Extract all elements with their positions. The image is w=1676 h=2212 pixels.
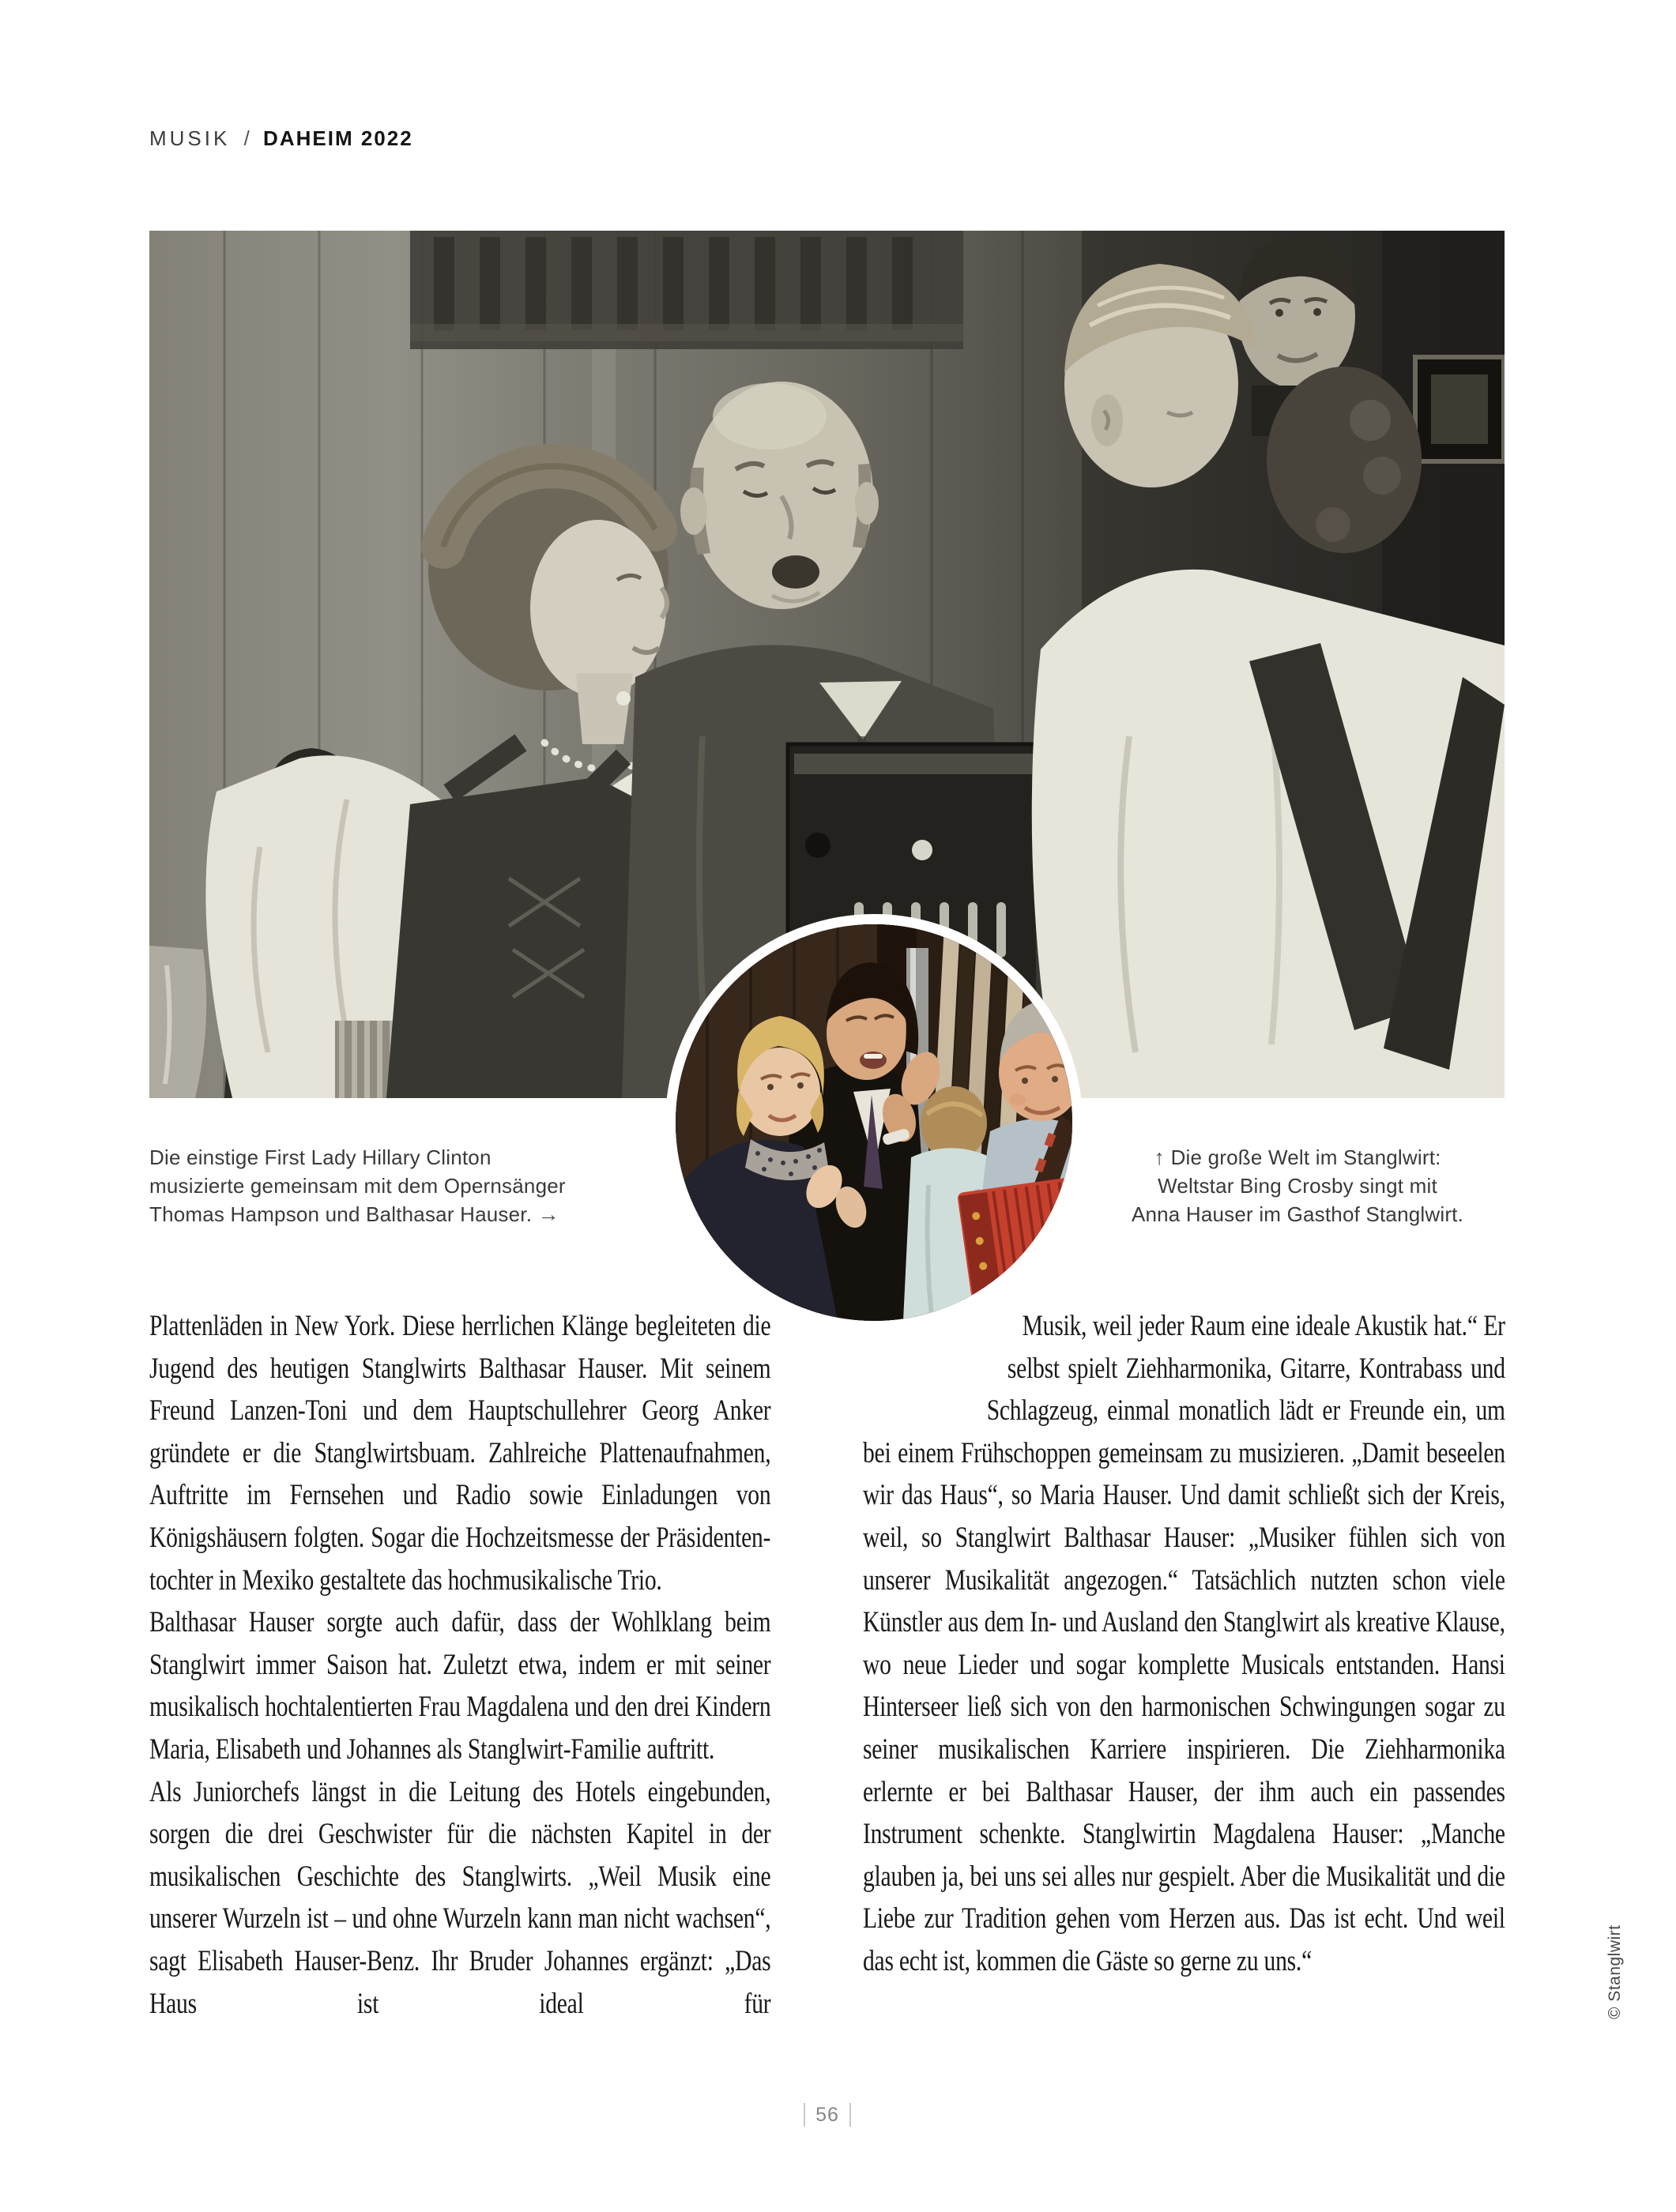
glass-icon	[149, 946, 206, 1098]
page-number-rule	[804, 2103, 805, 2127]
caption-left-line	[149, 1200, 639, 1228]
right-arrow-icon: →	[537, 1202, 559, 1226]
caption-right-line-text: Die große Welt im Stanglwirt:	[1170, 1146, 1441, 1169]
caption-right	[1084, 1143, 1511, 1228]
caption-right-line: Anna Hauser im Gasthof Stanglwirt.	[1131, 1202, 1464, 1226]
caption-left-line: Die einstige First Lady Hillary Clinton	[149, 1146, 492, 1169]
red-accordion-icon	[957, 1173, 1072, 1321]
photo-credit: © Stanglwirt	[1606, 1924, 1624, 2019]
caption-left-line-text: Thomas Hampson und Balthasar Hauser.	[149, 1202, 533, 1226]
body-paragraph: Balthasar Hauser sorgte auch dafür, dass der Wohlklang beim Stanglwirt immer Saison hat. Zuletzt etwa, indem er mit seiner musikalisch hochtalentierten Frau Magdalena und den drei Kindern Maria, Elisabeth und Johannes als Stanglwirt-Familie auftritt.	[149, 1606, 771, 1766]
issue-label: DAHEIM 2022	[263, 126, 413, 150]
up-arrow-icon: ↑	[1154, 1146, 1166, 1169]
circle-wrap-spacer	[863, 1305, 1023, 1390]
body-paragraph: Musik, weil jeder Raum eine ideale Akustik hat.“ Er selbst spielt Ziehharmonika, Gitarre, Kontrabass und Schlagzeug, einmal monatlich lädt er Freunde ein, um bei einem Frühschoppen gemeinsam zu musizieren. „Damit beseelen wir das Haus“, so Maria Hauser. Und damit schließt sich der Kreis, weil, so Stanglwirt Balthasar Hauser: „Musiker fühlen sich von unserer Musikalität angezogen.“ Tatsächlich nutzten schon viele Künstler aus dem In- und Ausland den Stanglwirt als kreative Klause, wo neue Lieder und sogar komplette Musicals entstanden. Hansi Hinterseer ließ sich von den harmonischen Schwingungen sogar zu seiner musikalischen Karriere inspirieren. Die Ziehharmonika erlernte er bei Balthasar Hauser, der ihm auch ein passendes Instrument schenkte. Stanglwirtin Magdalena Hauser: „Manche glauben ja, bei uns sei alles nur gespielt. Aber die Musikalität und die Liebe zur Tradition gehen vom Herzen aus. Das ist echt. Und weil das echt ist, kommen die Gäste so gerne zu uns.“	[863, 1310, 1505, 1977]
body-paragraph: Als Juniorchefs längst in die Leitung des Hotels eingebunden, sorgen die drei Geschwister für die nächsten Kapitel in der musikalischen Geschichte des Stanglwirts. „Weil Musik eine unserer Wurzeln ist – und ohne Wurzeln kann man nicht wachsen“, sagt Elisabeth Hauser-Benz. Ihr Bruder Johannes ergänzt: „Das Haus ist ideal für	[149, 1775, 771, 2020]
page-header	[149, 126, 413, 151]
wall-frame-icon	[1415, 357, 1504, 461]
caption-left	[149, 1143, 639, 1228]
caption-left-line: musizierte gemeinsam mit dem Opernsänger	[149, 1174, 566, 1198]
section-label: MUSIK	[149, 126, 231, 150]
caption-right-line: Weltstar Bing Crosby singt mit	[1158, 1174, 1437, 1198]
article-column-left	[149, 1305, 770, 2025]
body-paragraph: Plattenläden in New York. Diese herrlichen Klänge begleiteten die Jugend des heutigen Stanglwirts Balthasar Hauser. Mit seinem Freund Lanzen-Toni und dem Hauptschullehrer Georg Anker gründete er die Stanglwirtsbuam. Zahlreiche Plattenaufnahmen, Auftritte im Fernsehen und Radio sowie Einladungen von Königshäusern folgten. Sogar die Hochzeitsmesse der Präsidententochter in Mexiko gestaltete das hochmusikalische Trio.	[149, 1310, 771, 1597]
caption-right-line	[1084, 1143, 1511, 1172]
article-column-right	[863, 1305, 1505, 1983]
page-number-value: 56	[815, 2103, 839, 2126]
page-number-rule	[849, 2103, 851, 2127]
inset-photo	[665, 914, 1083, 1331]
page-number	[149, 2103, 1505, 2127]
inset-photo-illustration	[676, 924, 1072, 1321]
header-separator: /	[243, 126, 250, 150]
background-woman-hair	[1267, 367, 1422, 553]
